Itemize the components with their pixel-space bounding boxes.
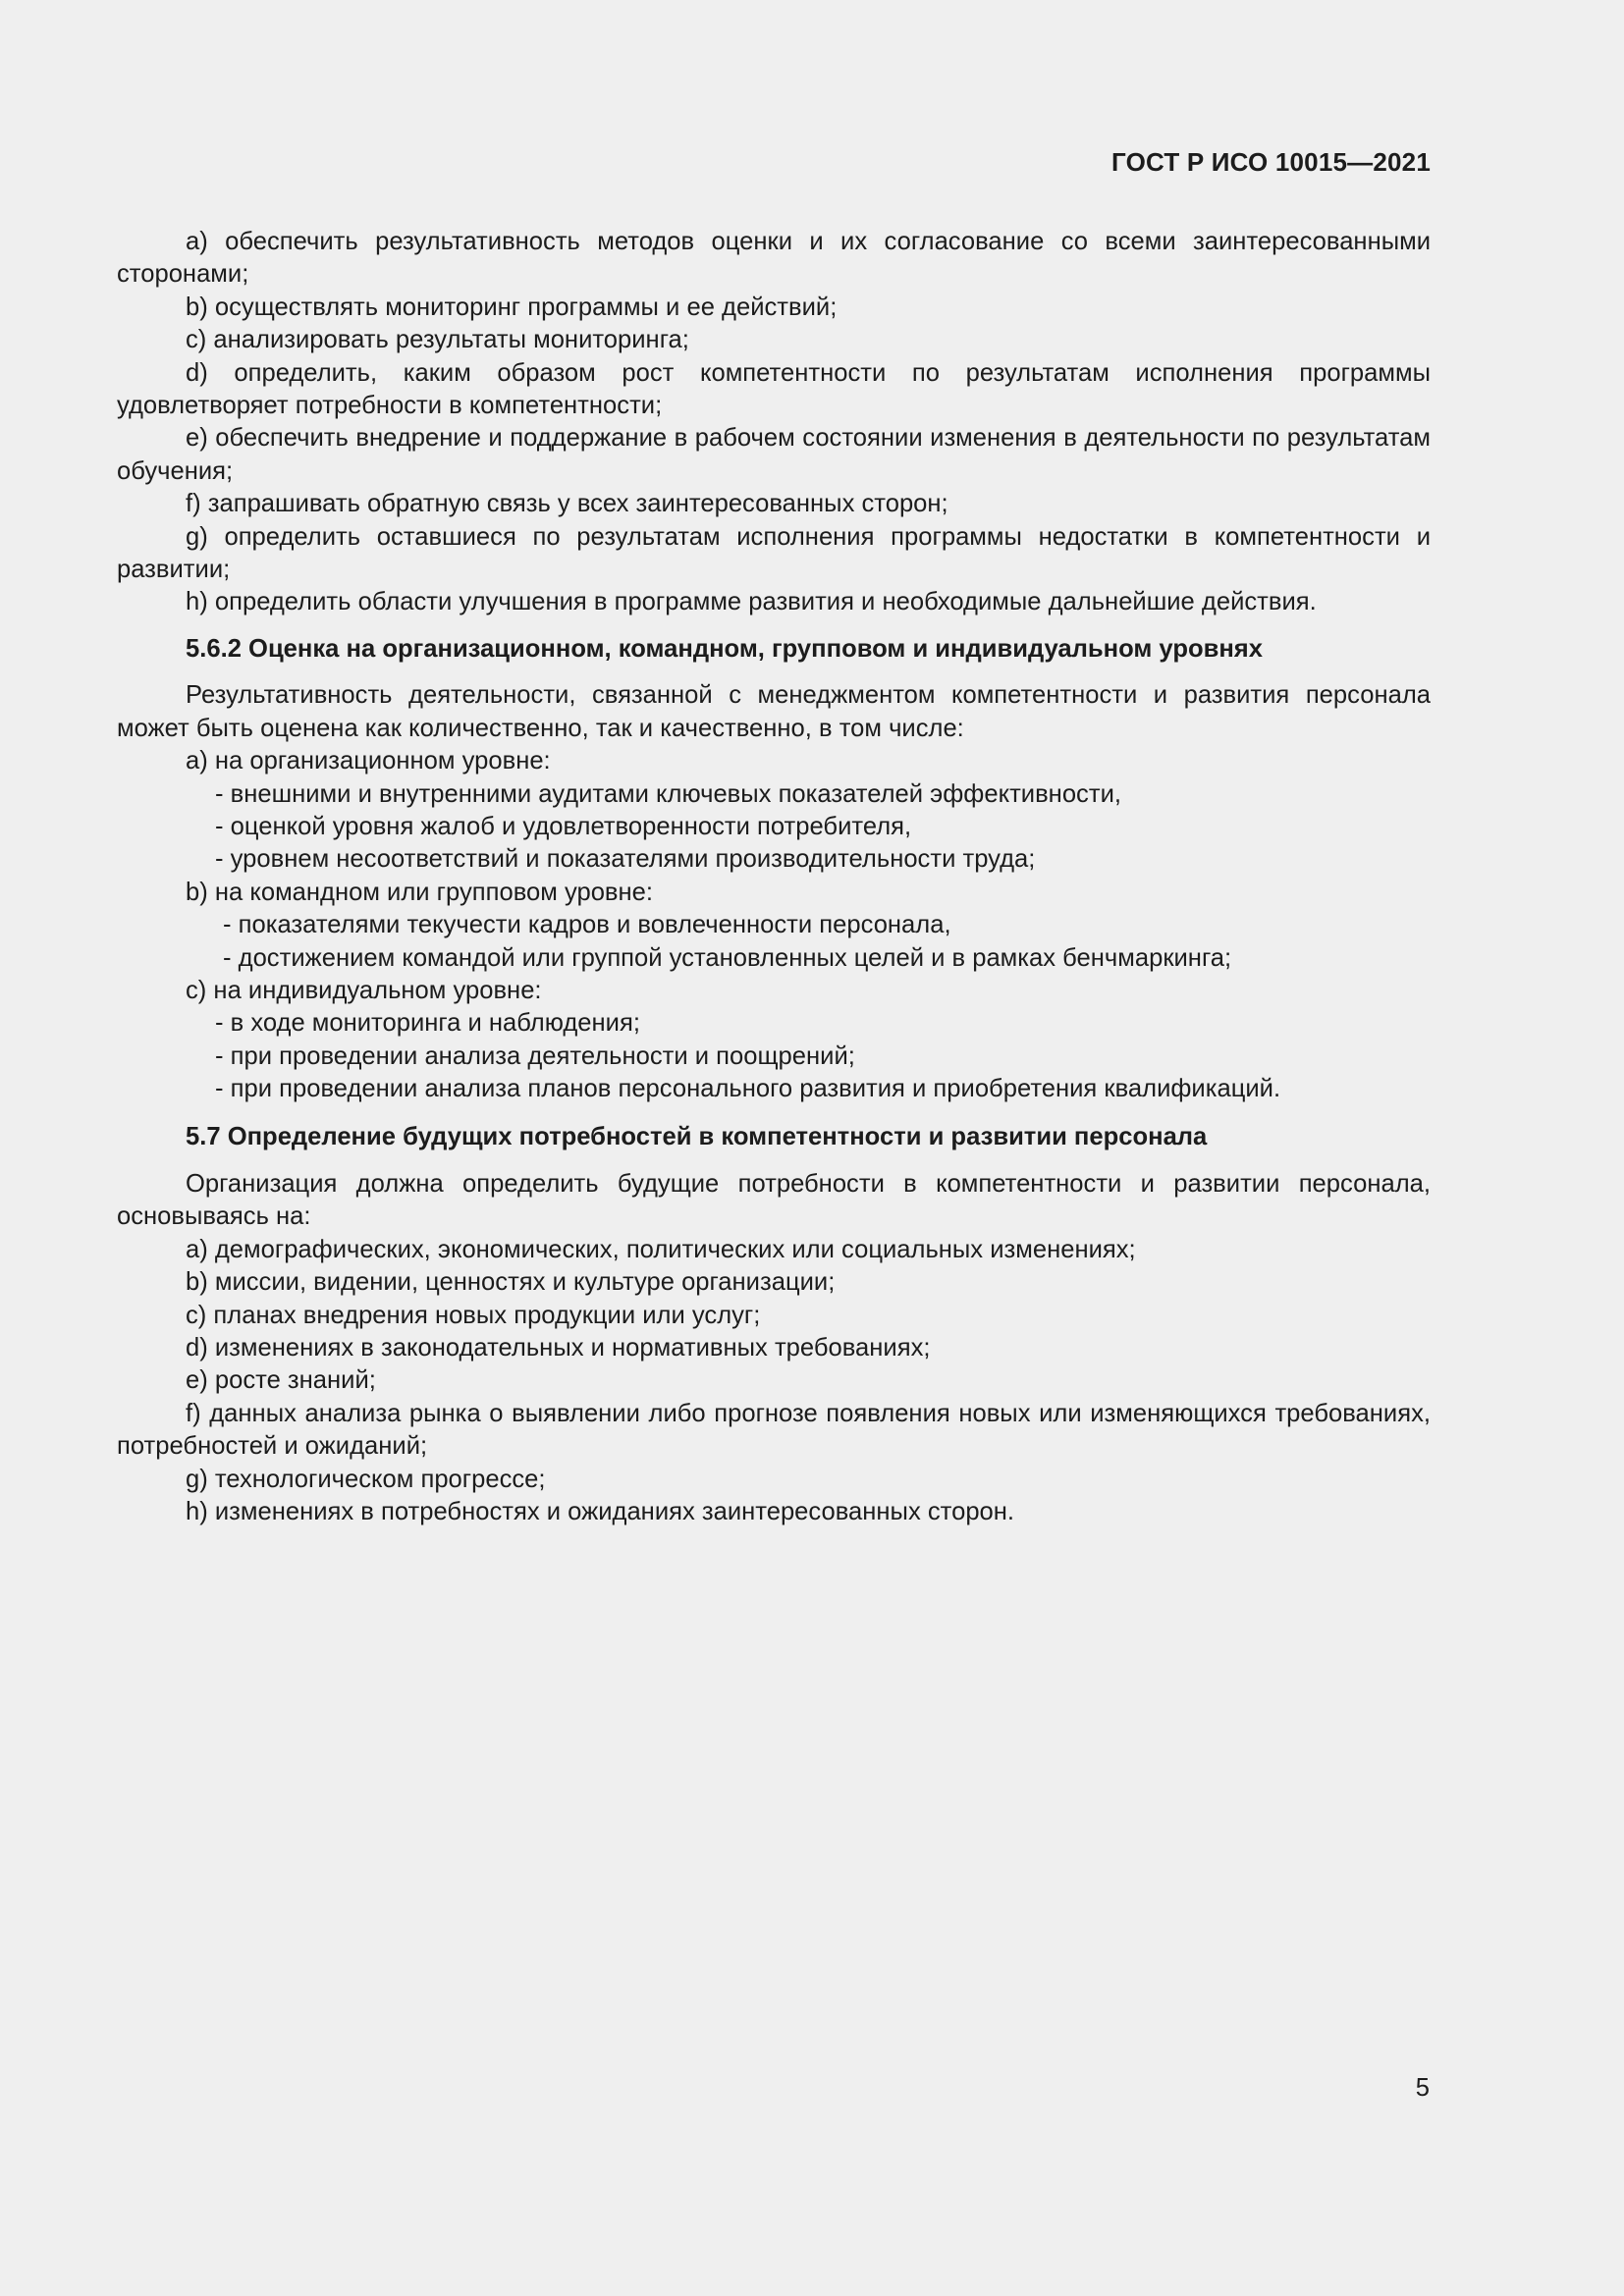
list-item: e) росте знаний;: [186, 1366, 376, 1395]
dash-item: - при проведении анализа планов персонального развития и приобретения квалификаций.: [215, 1075, 1281, 1103]
dash-item: - показателями текучести кадров и вовлеченности персонала,: [223, 911, 951, 939]
dash-item: - оценкой уровня жалоб и удовлетворенности потребителя,: [215, 812, 912, 840]
list-item: a) обеспечить результативность методов оценки и их согласование со всеми заинтересованными сторонами;: [117, 228, 1431, 289]
list-item: g) определить оставшиеся по результатам исполнения программы недостатки в компетентности и развитии;: [117, 522, 1431, 584]
list-item: c) анализировать результаты мониторинга;: [186, 326, 689, 354]
list-item: b) миссии, видении, ценностях и культуре организации;: [186, 1268, 836, 1297]
list-item: a) демографических, экономических, политических или социальных изменениях;: [186, 1235, 1136, 1263]
list-item: d) изменениях в законодательных и нормативных требованиях;: [186, 1334, 931, 1362]
dash-item: - достижением командой или группой установленных целей и в рамках бенчмаркинга;: [223, 943, 1232, 972]
dash-item: - уровнем несоответствий и показателями производительности труда;: [215, 845, 1036, 874]
sub-list-label: c) на индивидуальном уровне:: [186, 976, 542, 1004]
list-item: b) осуществлять мониторинг программы и ее действий;: [186, 293, 838, 321]
section-heading-5-6-2: 5.6.2 Оценка на организационном, командном, групповом и индивидуальном уровнях: [186, 634, 1263, 663]
section-intro: Результативность деятельности, связанной с менеджментом компетентности и развития персонала может быть оценена как количественно, так и качественно, в том числе:: [117, 681, 1431, 742]
list-item: g) технологическом прогрессе;: [186, 1465, 546, 1493]
dash-item: - в ходе мониторинга и наблюдения;: [215, 1009, 640, 1038]
list-item: f) запрашивать обратную связь у всех заинтересованных сторон;: [186, 490, 948, 518]
list-item: d) определить, каким образом рост компетентности по результатам исполнения программы удовлетворяет потребности в компетентности;: [117, 358, 1431, 420]
sub-list-label: a) на организационном уровне:: [186, 747, 551, 775]
dash-item: - внешними и внутренними аудитами ключевых показателей эффективности,: [215, 779, 1121, 808]
list-item: c) планах внедрения новых продукции или услуг;: [186, 1301, 761, 1329]
list-item: e) обеспечить внедрение и поддержание в рабочем состоянии изменения в деятельности по результатам обучения;: [117, 424, 1431, 485]
list-item: h) определить области улучшения в программе развития и необходимые дальнейшие действия.: [186, 588, 1317, 616]
sub-list-label: b) на командном или групповом уровне:: [186, 878, 654, 906]
section-heading-5-7: 5.7 Определение будущих потребностей в компетентности и развитии персонала: [186, 1122, 1208, 1150]
page-number: 5: [1415, 2074, 1430, 2102]
dash-item: - при проведении анализа деятельности и поощрений;: [215, 1041, 855, 1070]
page-content: [117, 226, 1431, 1528]
list-item: f) данных анализа рынка о выявлении либо прогнозе появления новых или изменяющихся требованиях, потребностей и ожиданий;: [117, 1399, 1431, 1461]
standard-id-header: ГОСТ Р ИСО 10015—2021: [1110, 147, 1431, 177]
list-item: h) изменениях в потребностях и ожиданиях заинтересованных сторон.: [186, 1498, 1015, 1526]
section-intro: Организация должна определить будущие потребности в компетентности и развитии персонала, основываясь на:: [117, 1169, 1431, 1231]
